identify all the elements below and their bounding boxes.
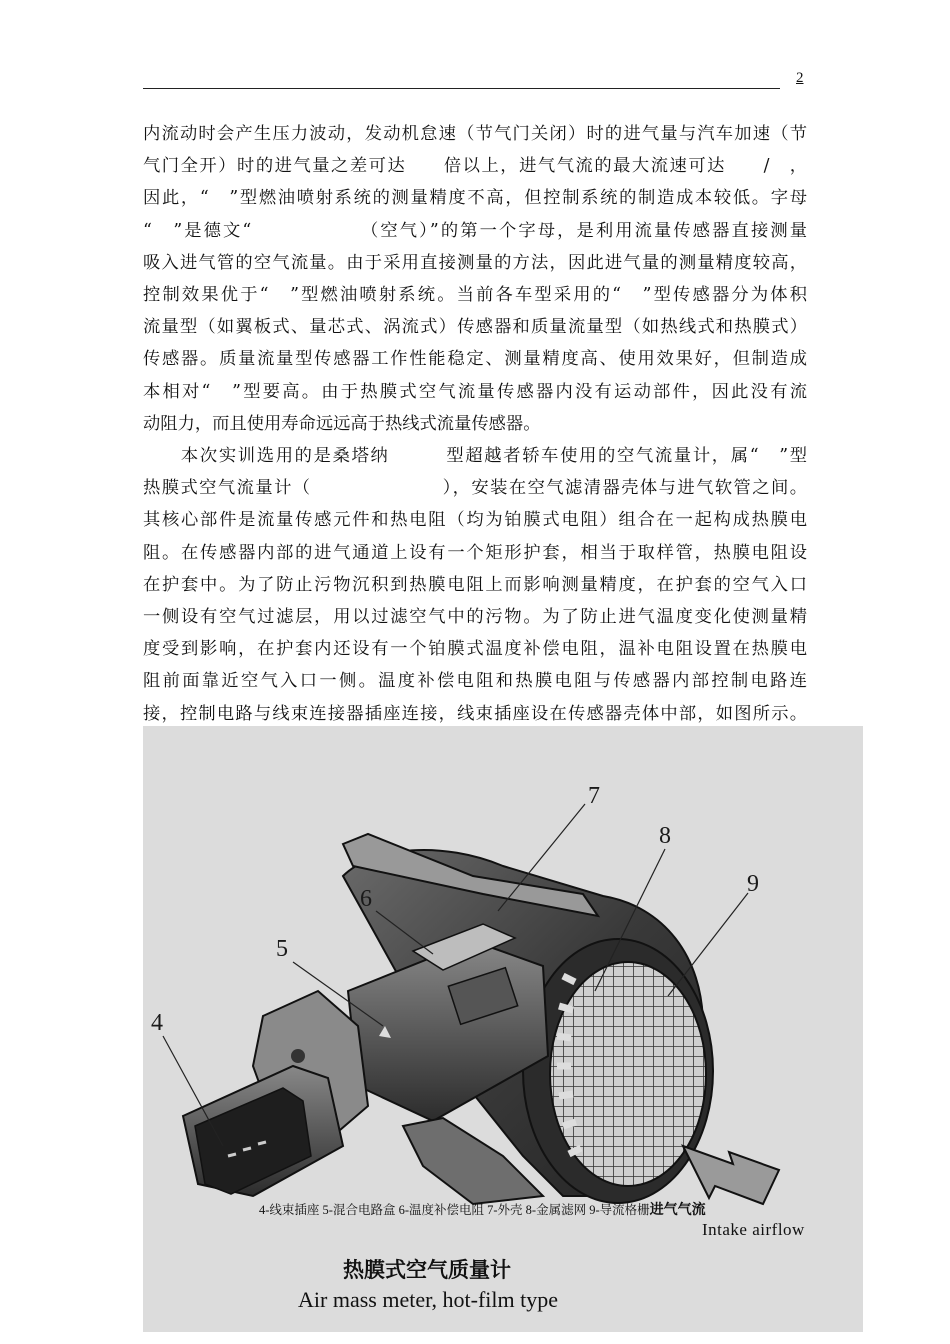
text-line: 热膜式空气流量计（ ），安装在空气滤清器壳体与进气软管之间。 <box>143 478 807 499</box>
airflow-label-en: Intake airflow <box>702 1220 805 1239</box>
text-line: 其核心部件是流量传感元件和热电阻（均为铂膜式电阻）组合在一起构成热膜电 <box>143 510 807 531</box>
text-line: 气门全开）时的进气量之差可达 倍以上，进气气流的最大流速可达 / ， <box>143 156 807 177</box>
text-line: 流量型（如翼板式、量芯式、涡流式）传感器和质量流量型（如热线式和热膜式） <box>143 317 807 338</box>
text-line: 在护套中。为了防止污物沉积到热膜电阻上而影响测量精度，在护套的空气入口 <box>143 574 807 595</box>
airflow-arrow <box>683 1146 779 1204</box>
figure-title-en: Air mass meter, hot-film type <box>298 1287 559 1312</box>
callout-8: 8 <box>659 823 671 849</box>
text-line: 传感器。质量流量型传感器工作性能稳定、测量精度高、使用效果好，但制造成 <box>143 349 807 370</box>
figure-title-cn: 热膜式空气质量计 <box>343 1258 511 1282</box>
air-mass-meter-illustration <box>143 726 863 1332</box>
text-line: 阻前面靠近空气入口一侧。温度补偿电阻和热膜电阻与传感器内部控制电路连 <box>143 671 807 692</box>
parts-caption <box>259 1199 706 1219</box>
text-line: 度受到影响，在护套内还设有一个铂膜式温度补偿电阻，温补电阻设置在热膜电 <box>143 639 807 660</box>
callout-9: 9 <box>747 871 759 897</box>
text-line: 本相对“ ”型要高。由于热膜式空气流量传感器内没有运动部件，因此没有流 <box>143 381 807 402</box>
text-line: 一侧设有空气过滤层，用以过滤空气中的污物。为了防止进气温度变化使测量精 <box>143 607 807 628</box>
text-line: 控制效果优于“ ”型燃油喷射系统。当前各车型采用的“ ”型传感器分为体积 <box>143 285 807 306</box>
text-line: 接，控制电路与线束连接器插座连接，线束插座设在传感器壳体中部，如图所示。 <box>143 703 807 724</box>
callout-6: 6 <box>360 886 372 912</box>
text-line: 本次实训选用的是桑塔纳 型超越者轿车使用的空气流量计，属“ ”型 <box>143 446 807 467</box>
body-text <box>143 118 807 730</box>
text-line: “ ”是德文“ （空气）”的第一个字母，是利用流量传感器直接测量 <box>143 220 807 241</box>
callout-5: 5 <box>276 936 288 962</box>
callout-4: 4 <box>151 1010 163 1036</box>
text-line: 因此，“ ”型燃油喷射系统的测量精度不高，但控制系统的制造成本较低。字母 <box>143 188 807 209</box>
parts-legend: 4-线束插座 5-混合电路盒 6-温度补偿电阻 7-外壳 8-金属滤网 9-导流格栅 <box>259 1203 650 1217</box>
text-line: 内流动时会产生压力波动，发动机怠速（节气门关闭）时的进气量与汽车加速（节 <box>143 124 807 144</box>
air-mass-meter-figure <box>143 726 863 1332</box>
text-line: 吸入进气管的空气流量。由于采用直接测量的方法，因此进气量的测量精度较高， <box>143 252 807 273</box>
text-line: 阻。在传感器内部的进气通道上设有一个矩形护套，相当于取样管，热膜电阻设 <box>143 542 807 563</box>
airflow-label-cn: 进气气流 <box>649 1202 706 1218</box>
callout-7: 7 <box>588 783 600 809</box>
page-number: 2 <box>796 70 804 86</box>
text-line: 动阻力，而且使用寿命远远高于热线式流量传感器。 <box>143 413 541 434</box>
header-rule <box>143 88 780 89</box>
